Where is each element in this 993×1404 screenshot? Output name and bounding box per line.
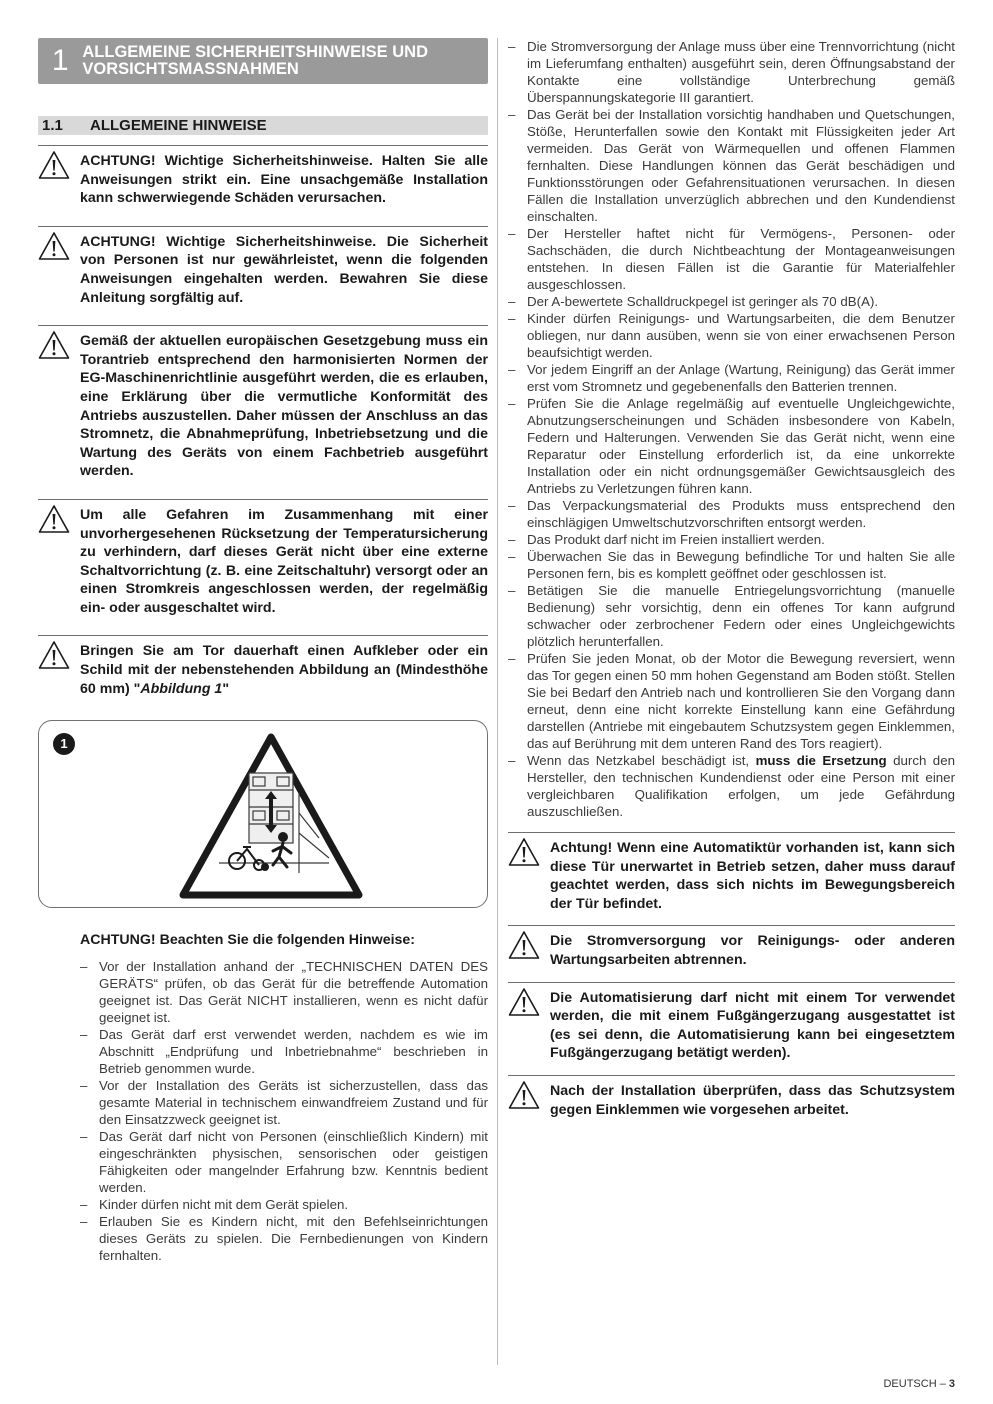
warning-text [80, 642, 488, 698]
list-item: – Das Produkt darf nicht im Freien installiert werden. [508, 531, 955, 548]
warning-block [38, 499, 488, 618]
figure-reference: Abbildung 1 [140, 680, 223, 697]
warning-text: Gemäß der aktuellen europäischen Gesetzgebung muss ein Torantrieb entsprechend den harmonisierten Normen der EG-Maschinenrichtlinie ausgeführt werden, die es erlauben, eine Erklärung über die vermutliche Konformität des Antriebs auszustellen. Daher müssen der Anschluss an das Stromnetz, die Abnahmeprüfung, Inbetriebsetzung und die Wartung des Geräts von einem Fachbetrieb ausgeführt werden. [80, 333, 488, 480]
warning-block [508, 925, 955, 969]
list-item: – Kinder dürfen Reinigungs- und Wartungsarbeiten, die dem Benutzer obliegen, nur dann ausüben, wenn sie von einer erwachsenen Person beaufsichtigt werden. [508, 310, 955, 361]
warning-icon [38, 150, 70, 180]
warning-icon [38, 231, 70, 261]
list-item: – Kinder dürfen nicht mit dem Gerät spielen. [80, 1196, 488, 1213]
warning-text: Achtung! Wenn eine Automatiktür vorhanden ist, kann sich diese Tür unerwartet in Betrieb setzen, daher muss darauf geachtet werden, dass sich nichts im Bewegungsbereich der Tür befindet. [550, 840, 955, 912]
warning-sticker-text: Bringen Sie am Tor dauerhaft einen Aufkleber oder ein Schild mit der nebenstehenden Abbildung an (Mindesthöhe 60 mm) " [80, 643, 488, 697]
list-item: – Das Verpackungsmaterial des Produkts muss entsprechend den einschlägigen Umweltschutzvorschriften entsorgt werden. [508, 497, 955, 531]
warning-sticker-close: " [222, 680, 230, 697]
chapter-number: 1 [51, 44, 69, 77]
section-header [38, 116, 488, 135]
notes-list-left [38, 958, 488, 1264]
chapter-title: ALLGEMEINE SICHERHEITSHINWEISE UND VORSICHTSMASSNAHMEN [82, 42, 428, 78]
section-number: 1.1 [42, 117, 63, 134]
warning-text: ACHTUNG! Wichtige Sicherheitshinweise. Die Sicherheit von Personen ist nur gewährleistet, wenn die folgenden Anweisungen eingehalten werden. Bewahren Sie diese Anleitung sorgfältig auf. [80, 233, 488, 306]
warning-icon [38, 330, 70, 360]
chapter-header [38, 38, 488, 84]
warning-text: Die Automatisierung darf nicht mit einem Tor verwendet werden, die mit einem Fußgängerzugang ausgestattet ist (es sei denn, die Automatisierung kann bei eingesetztem Fußgängerzugang betätigt werden). [550, 989, 955, 1062]
warning-text: Nach der Installation überprüfen, dass das Schutzsystem gegen Einklemmen wie vorgesehen arbeitet. [550, 1082, 955, 1118]
cable-note-pre: Wenn das Netzkabel beschädigt ist, [527, 753, 756, 768]
list-item: – Vor jedem Eingriff an der Anlage (Wartung, Reinigung) das Gerät immer erst vom Stromnetz und gegebenenfalls den Batterien trennen. [508, 361, 955, 395]
figure-number-badge: 1 [53, 733, 75, 755]
warning-icon [38, 504, 70, 534]
list-item: – Erlauben Sie es Kindern nicht, mit den Befehlseinrichtungen dieses Geräts zu spielen. Die Fernbedienungen von Kindern fernhalten. [80, 1213, 488, 1264]
list-item: – Das Gerät darf nicht von Personen (einschließlich Kindern) mit eingeschränkten physischen, sensorischen oder geistigen Fähigkeiten oder mangelnder Erfahrung bzw. Kenntnis bedient werden. [80, 1128, 488, 1196]
list-item: – Die Stromversorgung der Anlage muss über eine Trennvorrichtung (nicht im Lieferumfang enthalten) ausgeführt sein, deren Öffnungsabstand der Kontakte eine vollständige Unterbrechung gemäß Überspannungskategorie III garantiert. [508, 38, 955, 106]
list-item: – Der Hersteller haftet nicht für Vermögens-, Personen- oder Sachschäden, die durch Nichtbeachtung der Montageanweisungen entstehen. In diesen Fällen ist die Garantie für Materialfehler ausgeschlossen. [508, 225, 955, 293]
list-item: – Betätigen Sie die manuelle Entriegelungsvorrichtung (manuelle Bedienung) sehr vorsichtig, denn ein offenes Tor kann aufgrund schwacher oder zerbrochener Federn oder eines Ungleichgewichts plötzlich herunterfallen. [508, 582, 955, 650]
warning-block [508, 982, 955, 1063]
list-item: – Das Gerät bei der Installation vorsichtig handhaben und Quetschungen, Stöße, Herunterfallen sowie den Kontakt mit Flüssigkeiten jeder Art vermeiden. Das Gerät von Wärmequellen und offenen Flammen fernhalten. Diese Handlungen können das Gerät beschädigen und Funktionsstörungen oder Gefahrensituationen verursachen. In diesen Fällen die Installation unverzüglich abbrechen und den Kundendienst einschalten. [508, 106, 955, 225]
column-divider [497, 38, 498, 1365]
right-column [508, 38, 955, 1119]
left-column [38, 38, 488, 1264]
figure-1 [38, 720, 488, 908]
warning-block [38, 145, 488, 208]
page-footer [883, 1378, 955, 1390]
warning-icon [508, 1080, 540, 1110]
warning-block [508, 832, 955, 913]
list-item: – Überwachen Sie das in Bewegung befindliche Tor und halten Sie alle Personen fern, bis es komplett geöffnet oder geschlossen ist. [508, 548, 955, 582]
cable-note-post: durch den Hersteller, den technischen Kundendienst oder eine Person mit einer vergleichbaren Qualifikation erfolgen, um jede Gefährdung auszuschließen. [527, 753, 955, 819]
notes-list-right [508, 38, 955, 820]
warning-block [508, 1075, 955, 1119]
notes-heading: ACHTUNG! Beachten Sie die folgenden Hinweise: [80, 932, 416, 949]
list-item [508, 752, 955, 820]
cable-note-bold: muss die Ersetzung [755, 753, 887, 768]
hazard-sign-image [179, 733, 363, 899]
warning-text: ACHTUNG! Wichtige Sicherheitshinweise. Halten Sie alle Anweisungen strikt ein. Eine unsachgemäße Installation kann schwerwiegende Schäden verursachen. [80, 153, 488, 207]
warning-block [38, 226, 488, 307]
warning-block [38, 325, 488, 481]
list-item: – Prüfen Sie jeden Monat, ob der Motor die Bewegung reversiert, wenn das Tor gegen einen 50 mm hohen Gegenstand am Boden stößt. Stellen Sie bei Bedarf den Antrieb nach und kontrollieren Sie den Vorgang dann erneut, denn eine nicht korrekte Einstellung kann eine Gefährdung darstellen (Antriebe mit eingebautem Schutzsystem gegen Einklemmen, das auf Berührung mit dem unteren Rand des Tors reagiert). [508, 650, 955, 752]
page-number: 3 [948, 1378, 955, 1390]
warning-icon [508, 987, 540, 1017]
warning-text: Um alle Gefahren im Zusammenhang mit einer unvorhergesehenen Rücksetzung der Temperatursicherung zu verhindern, darf dieses Gerät nicht über eine externe Schaltvorrichtung (z. B. eine Zeitschaltuhr) versorgt oder an einen Stromkreis angeschlossen werden, der regelmäßig ein- oder ausgeschaltet wird. [80, 506, 488, 616]
warning-icon [38, 640, 70, 670]
warning-icon [508, 837, 540, 867]
warning-block [38, 635, 488, 698]
list-item: – Der A-bewertete Schalldruckpegel ist geringer als 70 dB(A). [508, 293, 955, 310]
warning-icon [508, 930, 540, 960]
list-item: – Vor der Installation des Geräts ist sicherzustellen, dass das gesamte Material in technischem einwandfreiem Zustand und für den Einsatzzweck geeignet ist. [80, 1077, 488, 1128]
section-title: ALLGEMEINE HINWEISE [90, 117, 267, 134]
list-item: – Prüfen Sie die Anlage regelmäßig auf eventuelle Ungleichgewichte, Abnutzungserscheinungen und Schäden insbesondere von Kabeln, Federn und Halterungen. Verwenden Sie das Gerät nicht, wenn eine Reparatur oder Einstellung erforderlich ist, da eine unkorrekte Installation oder ein nicht ordnungsgemäßer Gewichtsausgleich des Antriebs zu Verletzungen führen kann. [508, 395, 955, 497]
list-item: – Vor der Installation anhand der „TECHNISCHEN DATEN DES GERÄTS“ prüfen, ob das Gerät für die betreffende Automation geeignet ist. Das Gerät NICHT installieren, wenn es nicht dafür geeignet ist. [80, 958, 488, 1026]
footer-language: DEUTSCH – [883, 1378, 949, 1390]
warning-text: Die Stromversorgung vor Reinigungs- oder anderen Wartungsarbeiten abtrennen. [550, 933, 955, 968]
list-item: – Das Gerät darf erst verwendet werden, nachdem es wie im Abschnitt „Endprüfung und Inbetriebnahme“ beschrieben in Betrieb genommen wurde. [80, 1026, 488, 1077]
